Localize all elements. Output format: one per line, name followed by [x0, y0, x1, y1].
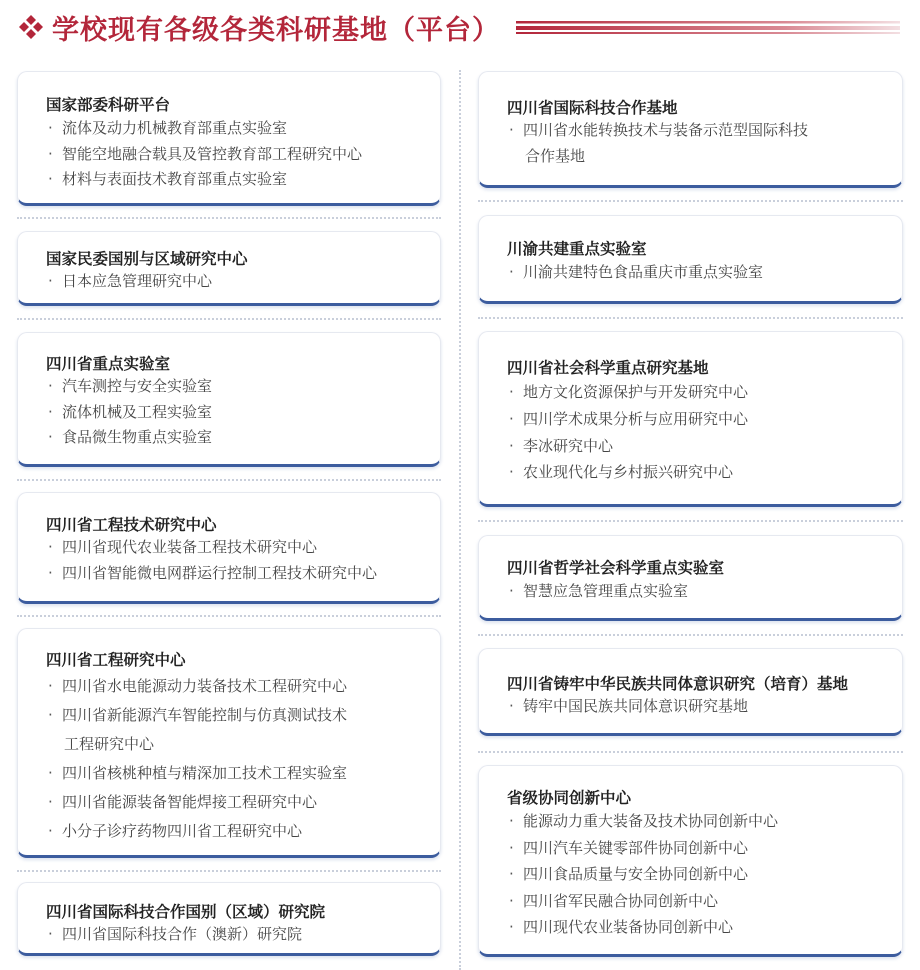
card-title: 四川省社会科学重点研究基地	[507, 359, 709, 377]
row-separator	[17, 870, 441, 872]
list-item-label: 四川省现代农业装备工程技术研究中心	[62, 538, 318, 556]
list-item	[46, 822, 347, 841]
list-item	[46, 925, 302, 944]
list-item	[507, 383, 748, 402]
bullet-dot: ·	[509, 436, 514, 455]
platform-card	[478, 71, 903, 188]
platform-card	[478, 765, 903, 957]
bullet-dot: ·	[48, 706, 53, 724]
list-item-label: 四川省国际科技合作（澳新）研究院	[62, 925, 303, 943]
list-item-label: 农业现代化与乡村振兴研究中心	[523, 463, 734, 482]
card-title: 四川省铸牢中华民族共同体意识研究（培育）基地	[507, 675, 849, 693]
card-item-list	[507, 383, 748, 490]
list-item-label: 智能空地融合载具及管控教育部工程研究中心	[62, 144, 363, 163]
list-item	[507, 463, 748, 482]
diamond-cluster-icon	[18, 14, 44, 40]
list-item-label: 流体及动力机械教育部重点实验室	[62, 119, 288, 137]
platform-card	[17, 628, 441, 858]
list-item-label: 铸牢中国民族共同体意识研究基地	[523, 697, 749, 715]
bullet-dot: ·	[509, 838, 514, 857]
platform-card	[478, 215, 903, 304]
list-item-label: 流体机械及工程实验室	[62, 402, 213, 421]
bullet-dot: ·	[509, 918, 514, 936]
list-item-label: 四川省水能转换技术与装备示范型国际科技	[523, 121, 809, 139]
bullet-dot: ·	[48, 119, 53, 137]
bullet-dot: ·	[48, 793, 53, 811]
card-item-list	[507, 582, 688, 608]
row-separator	[478, 200, 903, 202]
list-item	[46, 706, 347, 754]
list-item	[46, 538, 377, 557]
list-item-label: 四川食品质量与安全协同创新中心	[523, 865, 749, 883]
card-item-list	[46, 119, 362, 196]
list-item	[46, 145, 362, 164]
card-title: 川渝共建重点实验室	[507, 240, 647, 258]
list-item	[507, 697, 748, 716]
platform-card	[478, 648, 903, 736]
list-item-label: 智慧应急管理重点实验室	[523, 582, 689, 600]
card-item-list	[46, 377, 212, 454]
list-item	[507, 121, 808, 166]
card-title: 国家部委科研平台	[46, 96, 171, 114]
bullet-dot: ·	[509, 582, 514, 600]
list-item	[507, 263, 763, 282]
list-item	[507, 582, 688, 601]
list-item-label: 四川省新能源汽车智能控制与仿真测试技术	[62, 706, 348, 724]
bullet-dot: ·	[48, 822, 53, 840]
platform-card	[17, 71, 441, 206]
list-item	[507, 892, 778, 911]
card-title: 国家民委国别与区域研究中心	[46, 250, 248, 268]
bullet-dot: ·	[509, 463, 514, 482]
list-item-label: 汽车测控与安全实验室	[62, 377, 213, 395]
bullet-dot: ·	[509, 891, 514, 910]
bullet-dot: ·	[48, 272, 53, 290]
card-title: 四川省国际科技合作国别（区域）研究院	[46, 903, 326, 921]
list-item	[46, 272, 212, 291]
platform-card	[17, 492, 441, 604]
bullet-dot: ·	[509, 697, 514, 715]
page-header	[0, 0, 920, 52]
list-item-label: 四川省核桃种植与精深加工技术工程实验室	[62, 764, 348, 782]
card-title: 四川省国际科技合作基地	[507, 99, 678, 117]
header-rule	[516, 21, 900, 34]
list-item-label: 四川省智能微电网群运行控制工程技术研究中心	[62, 563, 378, 582]
list-item-label: 四川汽车关键零部件协同创新中心	[523, 838, 749, 857]
row-separator	[17, 217, 441, 219]
bullet-dot: ·	[48, 925, 53, 943]
row-separator	[17, 615, 441, 617]
list-item	[507, 812, 778, 831]
page-title: 学校现有各级各类科研基地（平台）	[52, 15, 500, 46]
platform-card	[17, 332, 441, 467]
card-title: 四川省哲学社会科学重点实验室	[507, 559, 725, 577]
row-separator	[478, 317, 903, 319]
card-title: 四川省工程技术研究中心	[46, 516, 217, 534]
bullet-dot: ·	[48, 538, 53, 556]
bullet-dot: ·	[509, 409, 514, 428]
list-item-label: 四川学术成果分析与应用研究中心	[523, 409, 749, 428]
column-divider	[459, 70, 461, 970]
bullet-dot: ·	[48, 402, 53, 421]
list-item-label: 四川省能源装备智能焊接工程研究中心	[62, 793, 318, 811]
list-item-label: 小分子诊疗药物四川省工程研究中心	[62, 822, 303, 840]
bullet-dot: ·	[509, 812, 514, 830]
list-item-label: 材料与表面技术教育部重点实验室	[62, 170, 288, 188]
list-item-label: 川渝共建特色食品重庆市重点实验室	[523, 263, 764, 281]
list-item	[507, 865, 778, 884]
row-separator	[478, 634, 903, 636]
list-item-label: 日本应急管理研究中心	[62, 272, 213, 290]
list-item-label: 地方文化资源保护与开发研究中心	[523, 383, 749, 401]
platform-card	[478, 535, 903, 621]
card-title: 省级协同创新中心	[507, 789, 632, 807]
card-item-list	[507, 812, 778, 945]
list-item	[46, 564, 377, 583]
list-item	[46, 119, 362, 138]
list-item-label: 李冰研究中心	[523, 436, 614, 455]
bullet-dot: ·	[509, 263, 514, 281]
platform-card	[478, 331, 903, 507]
list-item	[46, 403, 212, 422]
list-item-label: 食品微生物重点实验室	[62, 428, 213, 446]
list-item-continuation: 工程研究中心	[64, 735, 155, 753]
card-item-list	[507, 121, 808, 172]
card-title: 四川省重点实验室	[46, 355, 171, 373]
list-item-label: 四川省水电能源动力装备技术工程研究中心	[62, 677, 348, 695]
bullet-dot: ·	[48, 428, 53, 446]
bullet-dot: ·	[48, 764, 53, 782]
platform-card	[17, 882, 441, 956]
bullet-dot: ·	[48, 563, 53, 582]
card-title: 四川省工程研究中心	[46, 651, 186, 669]
list-item-label: 四川现代农业装备协同创新中心	[523, 918, 734, 936]
list-item	[507, 410, 748, 429]
list-item	[46, 377, 212, 396]
card-item-list	[46, 538, 377, 589]
platform-card	[17, 231, 441, 306]
bullet-dot: ·	[48, 144, 53, 163]
row-separator	[17, 479, 441, 481]
bullet-dot: ·	[509, 383, 514, 401]
card-item-list	[507, 263, 763, 289]
row-separator	[17, 318, 441, 320]
list-item	[46, 793, 347, 812]
list-item-label: 能源动力重大装备及技术协同创新中心	[523, 812, 779, 830]
list-item	[46, 428, 212, 447]
list-item-continuation: 合作基地	[525, 146, 586, 165]
card-item-list	[507, 697, 748, 723]
row-separator	[478, 751, 903, 753]
list-item	[507, 918, 778, 937]
card-item-list	[46, 925, 302, 951]
card-item-list	[46, 272, 212, 298]
list-item	[507, 839, 778, 858]
card-item-list	[46, 677, 347, 851]
list-item-label: 四川省军民融合协同创新中心	[523, 891, 719, 910]
row-separator	[478, 520, 903, 522]
list-item	[46, 764, 347, 783]
list-item	[46, 170, 362, 189]
bullet-dot: ·	[48, 170, 53, 188]
bullet-dot: ·	[48, 377, 53, 395]
bullet-dot: ·	[48, 677, 53, 695]
list-item	[507, 437, 748, 456]
bullet-dot: ·	[509, 121, 514, 139]
list-item	[46, 677, 347, 696]
bullet-dot: ·	[509, 865, 514, 883]
